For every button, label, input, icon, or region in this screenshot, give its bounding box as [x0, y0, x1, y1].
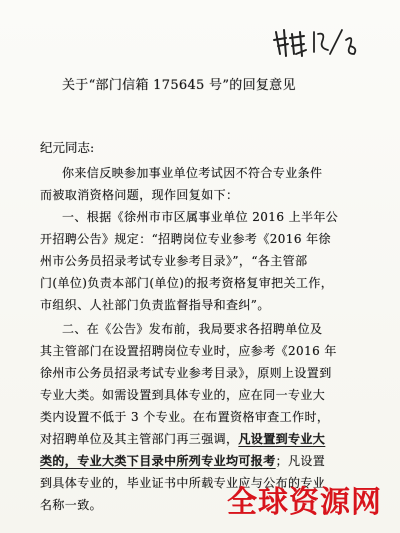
body-line: 一、根据《徐州市市区属事业单位 2016 上半年公 [62, 210, 339, 224]
body-line: 州市公务员招录考试专业参考目录》”，“各主管部 [40, 254, 308, 268]
underlined-text: 凡设置到专业大 [238, 432, 326, 446]
body-line: 其主管部门在设置招聘岗位专业时，应参考《2016 年 [40, 344, 337, 358]
body-line [40, 452, 325, 469]
body-line: 而被取消资格问题，现作回复如下： [40, 188, 239, 202]
body-line: 开招聘公告》规定：“招聘岗位专业参考《2016 年徐 [40, 232, 331, 246]
body-line: 类内设置不低于 3 个专业。在布置资格审查工作时， [40, 410, 330, 424]
body-line: 你来信反映参加事业单位考试因不符合专业条件 [62, 166, 323, 180]
body-line: 二、在《公告》发布前，我局要求各招聘单位及 [62, 322, 323, 336]
body-text: 对招聘单位及其主管部门再三强调， [40, 432, 239, 446]
body-line: 门(单位)负责本部门(单位)的报考资格复审把关工作， [40, 276, 334, 290]
body-line: 名称一致。 [40, 498, 103, 512]
body-line: 市组织、人社部门负责监督指导和查纠”。 [40, 298, 270, 312]
salutation: 纪元同志: [40, 140, 95, 155]
body-line [40, 430, 325, 447]
body-line: 到具体专业的，毕业证书中所载专业应与公布的专业 [40, 476, 326, 490]
body-text: ；凡设置 [275, 454, 326, 468]
underlined-text: 类的，专业大类下目录中所列专业均可报考 [40, 454, 276, 468]
site-watermark: 全球资源网 [227, 485, 382, 520]
body-line: 徐州市公务员招录考试专业参考目录》，原则上设置到 [40, 366, 332, 380]
handwritten-signature [270, 24, 360, 64]
body-line: 专业大类。如需设置到具体专业的，应在同一专业大 [40, 388, 326, 402]
document-title: 关于“部门信箱 175645 号”的回复意见 [62, 78, 296, 93]
